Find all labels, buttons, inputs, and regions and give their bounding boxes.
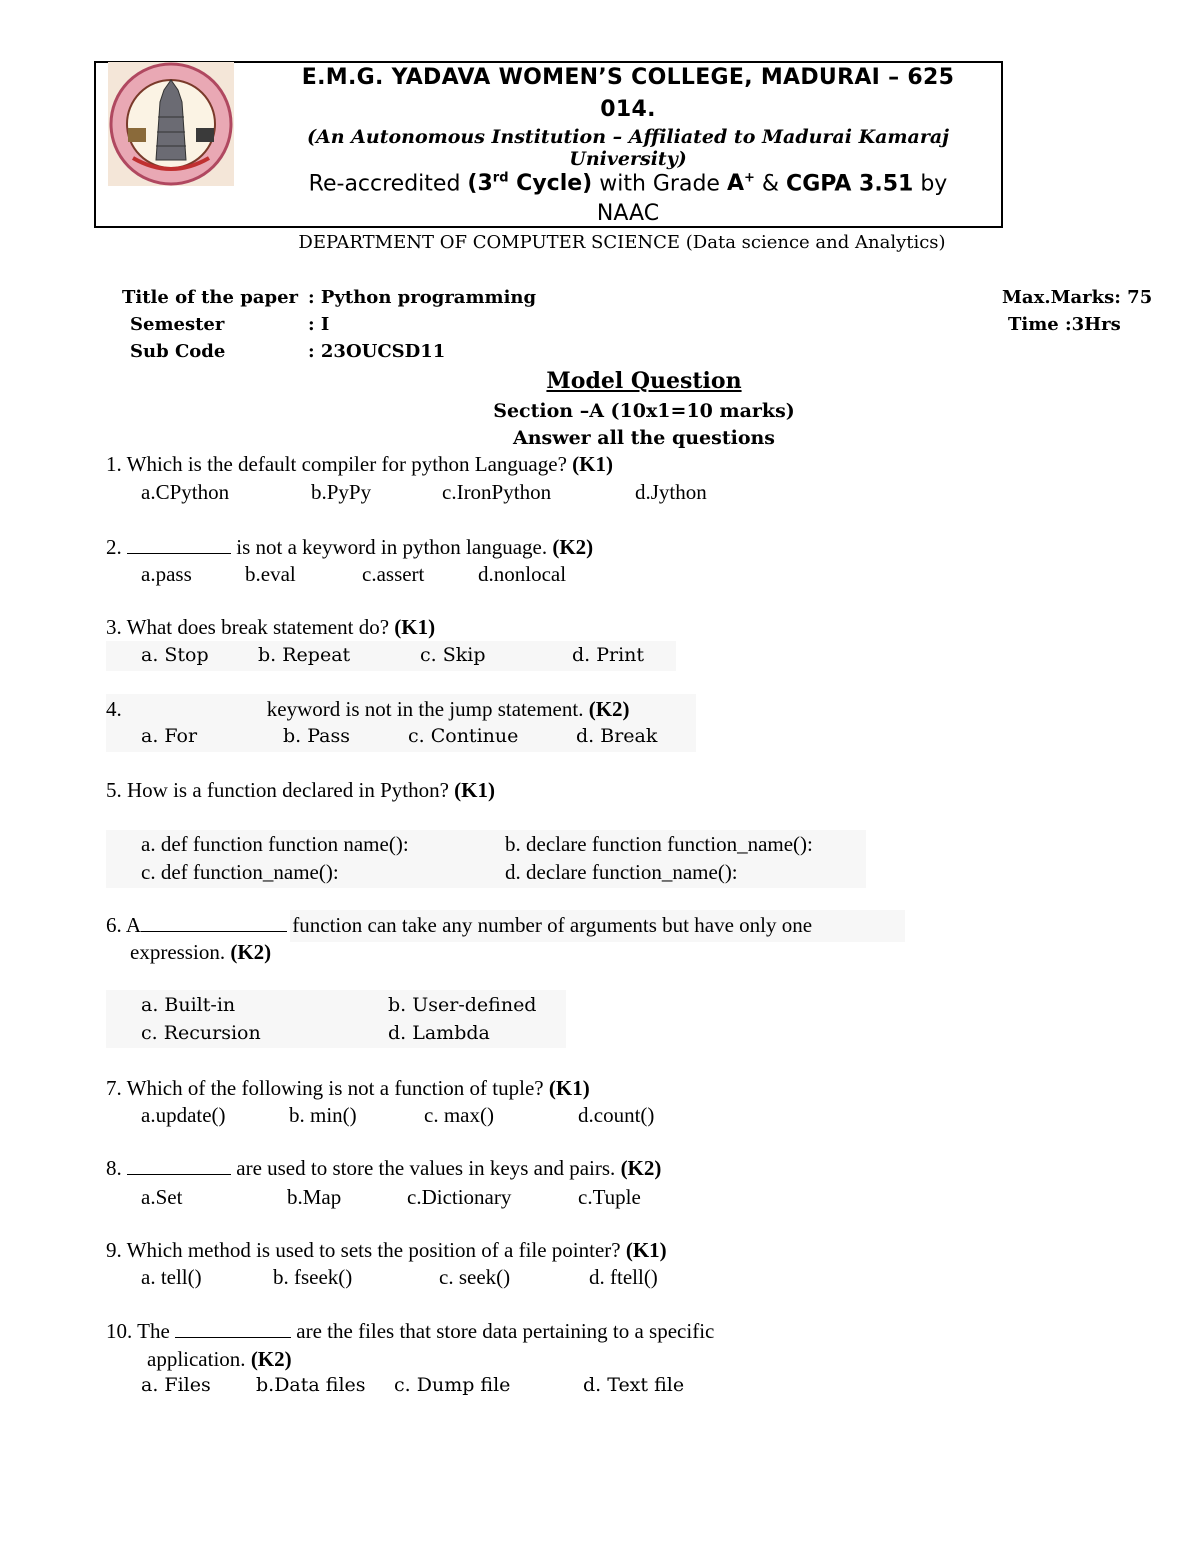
q10-option-a: a. Files: [141, 1374, 211, 1396]
question-5: 5. How is a function declared in Python? (K1): [106, 778, 495, 802]
question-6-cont: expression. (K2): [130, 940, 272, 964]
q2-option-c: c.assert: [362, 562, 425, 586]
college-logo: [108, 62, 234, 186]
q6-option-c: c. Recursion: [141, 1022, 261, 1044]
affiliation: (An Autonomous Institution – Affiliated to Madurai Kamaraj University): [306, 126, 950, 170]
question-10: 10. The are the files that store data pertaining to a specific: [106, 1319, 715, 1343]
q9-option-d: d. ftell(): [589, 1265, 658, 1289]
q2-option-d: d.nonlocal: [478, 562, 567, 586]
answer-blank[interactable]: [141, 931, 287, 932]
q1-option-c: c.IronPython: [442, 480, 552, 504]
semester-label: Semester: [130, 314, 225, 335]
answer-blank[interactable]: [127, 553, 231, 554]
accreditation: Re-accredited (3rd Cycle) with Grade A+ & CGPA 3.51 by NAAC: [308, 171, 948, 227]
q10-option-c: c. Dump file: [394, 1374, 511, 1396]
q3-option-c: c. Skip: [420, 644, 486, 666]
section-title: Section –A (10x1=10 marks): [493, 400, 795, 422]
q3-option-b: b. Repeat: [258, 644, 351, 666]
question-7: 7. Which of the following is not a function of tuple? (K1): [106, 1076, 590, 1100]
q7-option-b: b. min(): [289, 1103, 357, 1127]
question-3: 3. What does break statement do? (K1): [106, 615, 436, 639]
q3-option-d: d. Print: [572, 644, 645, 666]
q6-option-d: d. Lambda: [388, 1022, 490, 1044]
model-question-heading: Model Question: [546, 368, 742, 394]
q9-option-a: a. tell(): [141, 1265, 202, 1289]
time: Time :3Hrs: [1008, 314, 1121, 335]
q2-option-a: a.pass: [141, 562, 192, 586]
section-instruction: Answer all the questions: [512, 427, 776, 449]
q7-option-a: a.update(): [141, 1103, 226, 1127]
subcode-value: : 23OUCSD11: [308, 341, 446, 362]
college-name: E.M.G. YADAVA WOMEN’S COLLEGE, MADURAI – 625 014.: [301, 65, 955, 122]
subcode-label: Sub Code: [130, 341, 226, 362]
q10-option-b: b.Data files: [256, 1374, 366, 1396]
answer-blank[interactable]: [127, 1174, 231, 1175]
q10-option-d: d. Text file: [583, 1374, 685, 1396]
title-label: Title of the paper: [122, 287, 299, 308]
q1-option-d: d.Jython: [635, 480, 707, 504]
question-4: 4. keyword is not in the jump statement. (K2): [106, 697, 630, 721]
department: DEPARTMENT OF COMPUTER SCIENCE (Data science and Analytics): [298, 232, 946, 253]
q5-option-c: c. def function_name():: [141, 860, 339, 884]
q5-option-b: b. declare function function_name():: [505, 832, 813, 856]
q8-option-b: b.Map: [287, 1185, 342, 1209]
q9-option-c: c. seek(): [439, 1265, 511, 1289]
q8-option-c: c.Dictionary: [407, 1185, 512, 1209]
q4-option-b: b. Pass: [283, 725, 351, 747]
q9-option-b: b. fseek(): [273, 1265, 353, 1289]
q6-option-b: b. User-defined: [388, 994, 537, 1016]
max-marks: Max.Marks: 75: [1002, 287, 1153, 308]
q5-option-d: d. declare function_name():: [505, 860, 738, 884]
q6-option-a: a. Built-in: [141, 994, 236, 1016]
question-10-cont: application. (K2): [147, 1347, 292, 1371]
q4-option-c: c. Continue: [408, 725, 519, 747]
question-9: 9. Which method is used to sets the position of a file pointer? (K1): [106, 1238, 667, 1262]
question-1: 1. Which is the default compiler for python Language? (K1): [106, 452, 613, 476]
q2-option-b: b.eval: [245, 562, 296, 586]
question-8: 8. are used to store the values in keys and pairs. (K2): [106, 1156, 662, 1180]
q7-option-c: c. max(): [424, 1103, 494, 1127]
q8-option-a: a.Set: [141, 1185, 183, 1209]
title-value: : Python programming: [308, 287, 537, 308]
semester-value: : I: [308, 314, 330, 335]
question-6: 6. A function can take any number of arguments but have only one: [106, 913, 813, 937]
answer-blank[interactable]: [175, 1337, 291, 1338]
q7-option-d: d.count(): [578, 1103, 655, 1127]
q5-option-a: a. def function function name():: [141, 832, 409, 856]
q4-option-d: d. Break: [576, 725, 658, 747]
q1-option-b: b.PyPy: [311, 480, 372, 504]
question-2: 2. is not a keyword in python language. (K2): [106, 535, 594, 559]
q4-option-a: a. For: [141, 725, 198, 747]
q8-option-d: c.Tuple: [578, 1185, 641, 1209]
q3-option-a: a. Stop: [141, 644, 209, 666]
q1-option-a: a.CPython: [141, 480, 230, 504]
